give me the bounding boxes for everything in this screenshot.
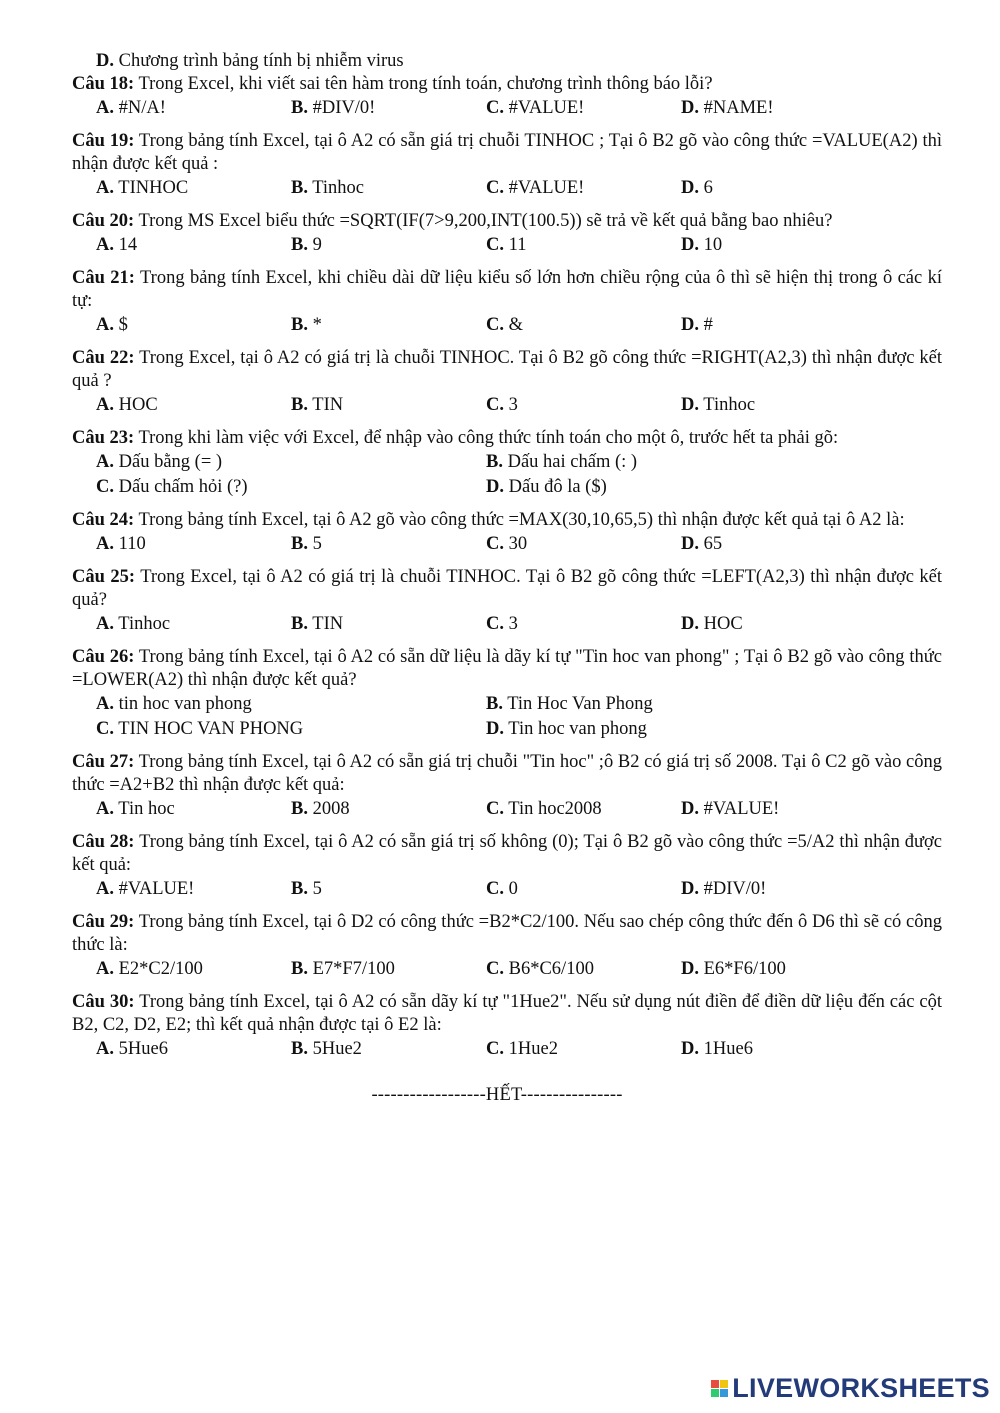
question-stem [72,646,942,692]
answer-options [72,797,942,822]
answer-option[interactable] [486,313,681,338]
option-text: tin hoc van phong [118,694,252,714]
answer-option[interactable] [96,612,291,637]
option-letter: C. [486,534,504,554]
option-letter: B. [291,959,308,979]
option-text: 110 [118,534,146,554]
answer-option[interactable] [291,877,486,902]
option-letter: B. [291,1039,308,1059]
option-text: HOC [703,614,743,634]
option-letter: C. [486,395,504,415]
answer-option[interactable] [486,797,681,822]
option-letter: B. [291,315,308,335]
brand-name: LIVEWORKSHEETS [732,1372,990,1403]
option-letter: B. [486,452,503,472]
answer-option[interactable] [486,717,876,742]
question-label: Câu 20: [72,211,135,231]
option-letter: C. [486,614,504,634]
question-block [72,646,942,742]
option-text: TIN HOC VAN PHONG [118,719,304,739]
option-letter: D. [681,799,699,819]
option-text: 5 [312,534,322,554]
answer-option[interactable] [291,233,486,258]
option-text: TIN [312,614,344,634]
option-text: 3 [508,395,518,415]
question-text: Trong bảng tính Excel, tại ô A2 có sẵn giá trị số không (0); Tại ô B2 gõ vào công thức =5/A2 thì nhận được kết quả: [72,832,942,875]
option-text: Dấu đô la ($) [508,477,607,497]
option-text: 1Hue6 [703,1039,753,1059]
option-text: #VALUE! [508,178,585,198]
option-letter: A. [96,799,114,819]
question-text: Trong Excel, tại ô A2 có giá trị là chuỗi TINHOC. Tại ô B2 gõ công thức =LEFT(A2,3) thì nhận được kết quả? [72,567,943,610]
question-block [72,509,942,557]
question-stem [72,210,942,233]
option-letter: B. [291,395,308,415]
option-text: Tin hoc [118,799,175,819]
answer-option[interactable] [96,176,291,201]
question-text: Trong bảng tính Excel, tại ô A2 gõ vào công thức =MAX(30,10,65,5) thì nhận được kết quả tại ô A2 là: [138,510,905,530]
answer-option[interactable] [96,96,291,121]
answer-option[interactable] [486,96,681,121]
answer-option[interactable] [96,797,291,822]
answer-option[interactable] [96,957,291,982]
answer-options [72,692,942,742]
answer-option[interactable] [486,475,876,500]
option-letter: A. [96,959,114,979]
option-letter: C. [486,1039,504,1059]
answer-option[interactable] [486,1037,681,1062]
answer-option[interactable] [96,475,486,500]
option-letter: C. [486,235,504,255]
option-letter: B. [291,235,308,255]
answer-option[interactable] [681,532,876,557]
question-label: Câu 30: [72,992,135,1012]
answer-option[interactable] [96,1037,291,1062]
question-stem [72,751,942,797]
option-text: #VALUE! [118,879,195,899]
answer-option[interactable] [486,532,681,557]
answer-option[interactable] [96,877,291,902]
question-block [72,347,942,418]
logo-square [711,1380,719,1388]
option-text: Tin hoc2008 [508,799,602,819]
option-letter: B. [291,799,308,819]
question-text: Trong MS Excel biểu thức =SQRT(IF(7>9,200,INT(100.5)) sẽ trả về kết quả bằng bao nhiêu? [138,211,833,231]
option-text: TIN [312,395,344,415]
option-text: E2*C2/100 [118,959,203,979]
question-text: Trong bảng tính Excel, tại ô A2 có sẵn giá trị chuỗi TINHOC ; Tại ô B2 gõ vào công thức =VALUE(A2) thì nhận được kết quả : [72,131,942,174]
option-text: Dấu chấm hỏi (?) [118,477,248,497]
question-block [72,751,942,822]
option-letter: B. [291,614,308,634]
answer-option[interactable] [486,877,681,902]
worksheet-page [72,50,942,1107]
answer-options [72,957,942,982]
option-letter: D. [681,534,699,554]
option-text: 0 [508,879,518,899]
option-text: Dấu bằng (= ) [118,452,223,472]
question-block [72,566,942,637]
question-text: Trong bảng tính Excel, tại ô A2 có sẵn dãy kí tự "1Hue2". Nếu sử dụng nút điền để điền dữ liệu đến các cột B2, C2, D2, E2; thì kết quả nhận được tại ô E2 là: [72,992,943,1035]
option-text: 11 [508,235,527,255]
option-letter: A. [96,452,114,472]
question-text: Trong khi làm việc với Excel, để nhập vào công thức tính toán cho một ô, trước hết ta phải gõ: [138,428,839,448]
option-text: 65 [703,534,723,554]
answer-option[interactable] [681,957,876,982]
option-letter: C. [486,98,504,118]
option-text: #VALUE! [508,98,585,118]
option-letter: A. [96,694,114,714]
answer-option[interactable] [681,233,876,258]
option-letter: C. [96,719,114,739]
option-text: 1Hue2 [508,1039,558,1059]
option-letter: D. [681,315,699,335]
end-marker: ------------------HẾT---------------- [371,1085,623,1105]
answer-option[interactable] [681,612,876,637]
question-label: Câu 29: [72,912,135,932]
option-text: HOC [118,395,158,415]
option-text: 14 [118,235,138,255]
option-text: #DIV/0! [703,879,767,899]
question-stem [72,831,942,877]
option-text: $ [118,315,128,335]
option-letter: D. [681,959,699,979]
question-block [72,911,942,982]
option-text: 9 [312,235,322,255]
answer-option[interactable] [291,797,486,822]
option-text: Dấu hai chấm (: ) [507,452,638,472]
option-letter: A. [96,395,114,415]
carry-over-option [72,50,942,73]
option-text: * [312,315,322,335]
answer-option[interactable] [96,532,291,557]
question-label: Câu 27: [72,752,135,772]
logo-square [720,1380,728,1388]
answer-option[interactable] [291,532,486,557]
option-letter: A. [96,178,114,198]
question-stem [72,130,942,176]
option-letter: B. [291,879,308,899]
option-text: 10 [703,235,723,255]
answer-option[interactable] [291,1037,486,1062]
option-letter: D. [486,477,504,497]
question-stem [72,566,942,612]
option-text: 5Hue6 [118,1039,168,1059]
question-block [72,210,942,258]
question-block [72,267,942,338]
question-stem [72,267,942,313]
option-letter: A. [96,614,114,634]
option-letter: C. [96,477,114,497]
question-label: Câu 28: [72,832,135,852]
question-text: Trong bảng tính Excel, tại ô A2 có sẵn giá trị chuỗi "Tin hoc" ;ô B2 có giá trị số 2008. Tại ô C2 gõ vào công thức =A2+B2 thì nhận được kết quả: [72,752,943,795]
option-text: Tin Hoc Van Phong [507,694,653,714]
option-text: 3 [508,614,518,634]
answer-options [72,313,942,338]
answer-option[interactable] [291,96,486,121]
option-letter: B. [291,178,308,198]
question-label: Câu 23: [72,428,135,448]
answer-option[interactable] [291,612,486,637]
answer-option[interactable] [681,1037,876,1062]
question-block [72,73,942,121]
question-label: Câu 21: [72,268,135,288]
question-stem [72,509,942,532]
option-letter: C. [486,799,504,819]
question-block [72,130,942,201]
option-text: 5 [312,879,322,899]
option-text: Tinhoc [312,178,365,198]
answer-option[interactable] [486,692,876,717]
option-letter: B. [291,98,308,118]
option-text: Tinhoc [703,395,756,415]
question-block [72,831,942,902]
question-block [72,427,942,500]
option-text: TINHOC [118,178,189,198]
answer-option[interactable] [96,692,486,717]
option-letter: C. [486,178,504,198]
option-text: Tinhoc [118,614,171,634]
option-text: #DIV/0! [312,98,376,118]
answer-option[interactable] [486,393,681,418]
question-stem [72,347,942,393]
option-letter: B. [486,694,503,714]
answer-options [72,233,942,258]
answer-option[interactable] [486,612,681,637]
option-letter: A. [96,534,114,554]
question-stem [72,427,942,450]
question-stem [72,911,942,957]
option-letter: D. [681,178,699,198]
answer-option[interactable] [96,393,291,418]
question-label: Câu 22: [72,348,135,368]
answer-option[interactable] [291,957,486,982]
answer-option[interactable] [291,313,486,338]
option-text: #N/A! [118,98,166,118]
question-text: Trong bảng tính Excel, khi chiều dài dữ liệu kiểu số lớn hơn chiều rộng của ô thì sẽ hiện thị trong ô các kí tự: [72,268,942,311]
answer-option[interactable] [96,313,291,338]
answer-option[interactable] [681,393,876,418]
option-text: Tin hoc van phong [508,719,647,739]
question-text: Trong Excel, khi viết sai tên hàm trong tính toán, chương trình thông báo lỗi? [138,74,713,94]
answer-option[interactable] [96,450,486,475]
answer-option[interactable] [681,176,876,201]
question-label: Câu 18: [72,74,135,94]
answer-option[interactable] [486,957,681,982]
option-text: 5Hue2 [312,1039,362,1059]
option-letter: D. [681,235,699,255]
question-text: Trong bảng tính Excel, tại ô D2 có công thức =B2*C2/100. Nếu sao chép công thức đến ô D6 thì sẽ có công thức là: [72,912,942,955]
option-letter: D. [681,614,699,634]
answer-options [72,393,942,418]
option-letter: D. [681,98,699,118]
option-letter: B. [291,534,308,554]
answer-options [72,877,942,902]
liveworksheets-brand [711,1373,990,1403]
option-text: & [508,315,524,335]
option-text: # [703,315,713,335]
question-block [72,991,942,1062]
option-text: B6*C6/100 [508,959,594,979]
option-text: #VALUE! [703,799,780,819]
answer-option[interactable] [681,313,876,338]
answer-option[interactable] [291,176,486,201]
answer-option[interactable] [291,393,486,418]
answer-options [72,96,942,121]
answer-option[interactable] [486,450,876,475]
question-label: Câu 26: [72,647,135,667]
question-label: Câu 25: [72,567,136,587]
option-letter: D. [96,51,114,71]
answer-options [72,612,942,637]
question-text: Trong Excel, tại ô A2 có giá trị là chuỗi TINHOC. Tại ô B2 gõ công thức =RIGHT(A2,3) thì nhận được kết quả ? [72,348,943,391]
logo-square [720,1389,728,1397]
question-text: Trong bảng tính Excel, tại ô A2 có sẵn dữ liệu là dãy kí tự "Tin hoc van phong" ; Tại ô B2 gõ vào công thức =LOWER(A2) thì nhận được kết quả? [72,647,942,690]
option-letter: D. [681,879,699,899]
answer-option[interactable] [96,233,291,258]
option-letter: A. [96,98,114,118]
option-text: E6*F6/100 [703,959,786,979]
option-letter: D. [681,395,699,415]
answer-option[interactable] [681,797,876,822]
answer-options [72,176,942,201]
option-text: 30 [508,534,528,554]
option-letter: D. [486,719,504,739]
question-stem [72,73,942,96]
option-letter: C. [486,879,504,899]
answer-option[interactable] [486,233,681,258]
option-letter: C. [486,959,504,979]
option-letter: A. [96,235,114,255]
option-letter: A. [96,879,114,899]
option-text: Chương trình bảng tính bị nhiễm virus [118,51,404,71]
question-label: Câu 19: [72,131,135,151]
answer-options [72,1037,942,1062]
answer-option[interactable] [681,877,876,902]
answer-option[interactable] [681,96,876,121]
option-letter: A. [96,315,114,335]
logo-square [711,1389,719,1397]
option-letter: A. [96,1039,114,1059]
liveworksheets-logo-icon [711,1380,728,1397]
option-text: E7*F7/100 [312,959,395,979]
answer-options [72,532,942,557]
question-stem [72,991,942,1037]
option-text: 2008 [312,799,350,819]
question-label: Câu 24: [72,510,135,530]
option-letter: C. [486,315,504,335]
option-text: #NAME! [703,98,774,118]
option-letter: D. [681,1039,699,1059]
question-list [72,73,942,1062]
answer-option[interactable] [96,717,486,742]
answer-options [72,450,942,500]
answer-option[interactable] [486,176,681,201]
option-text: 6 [703,178,713,198]
